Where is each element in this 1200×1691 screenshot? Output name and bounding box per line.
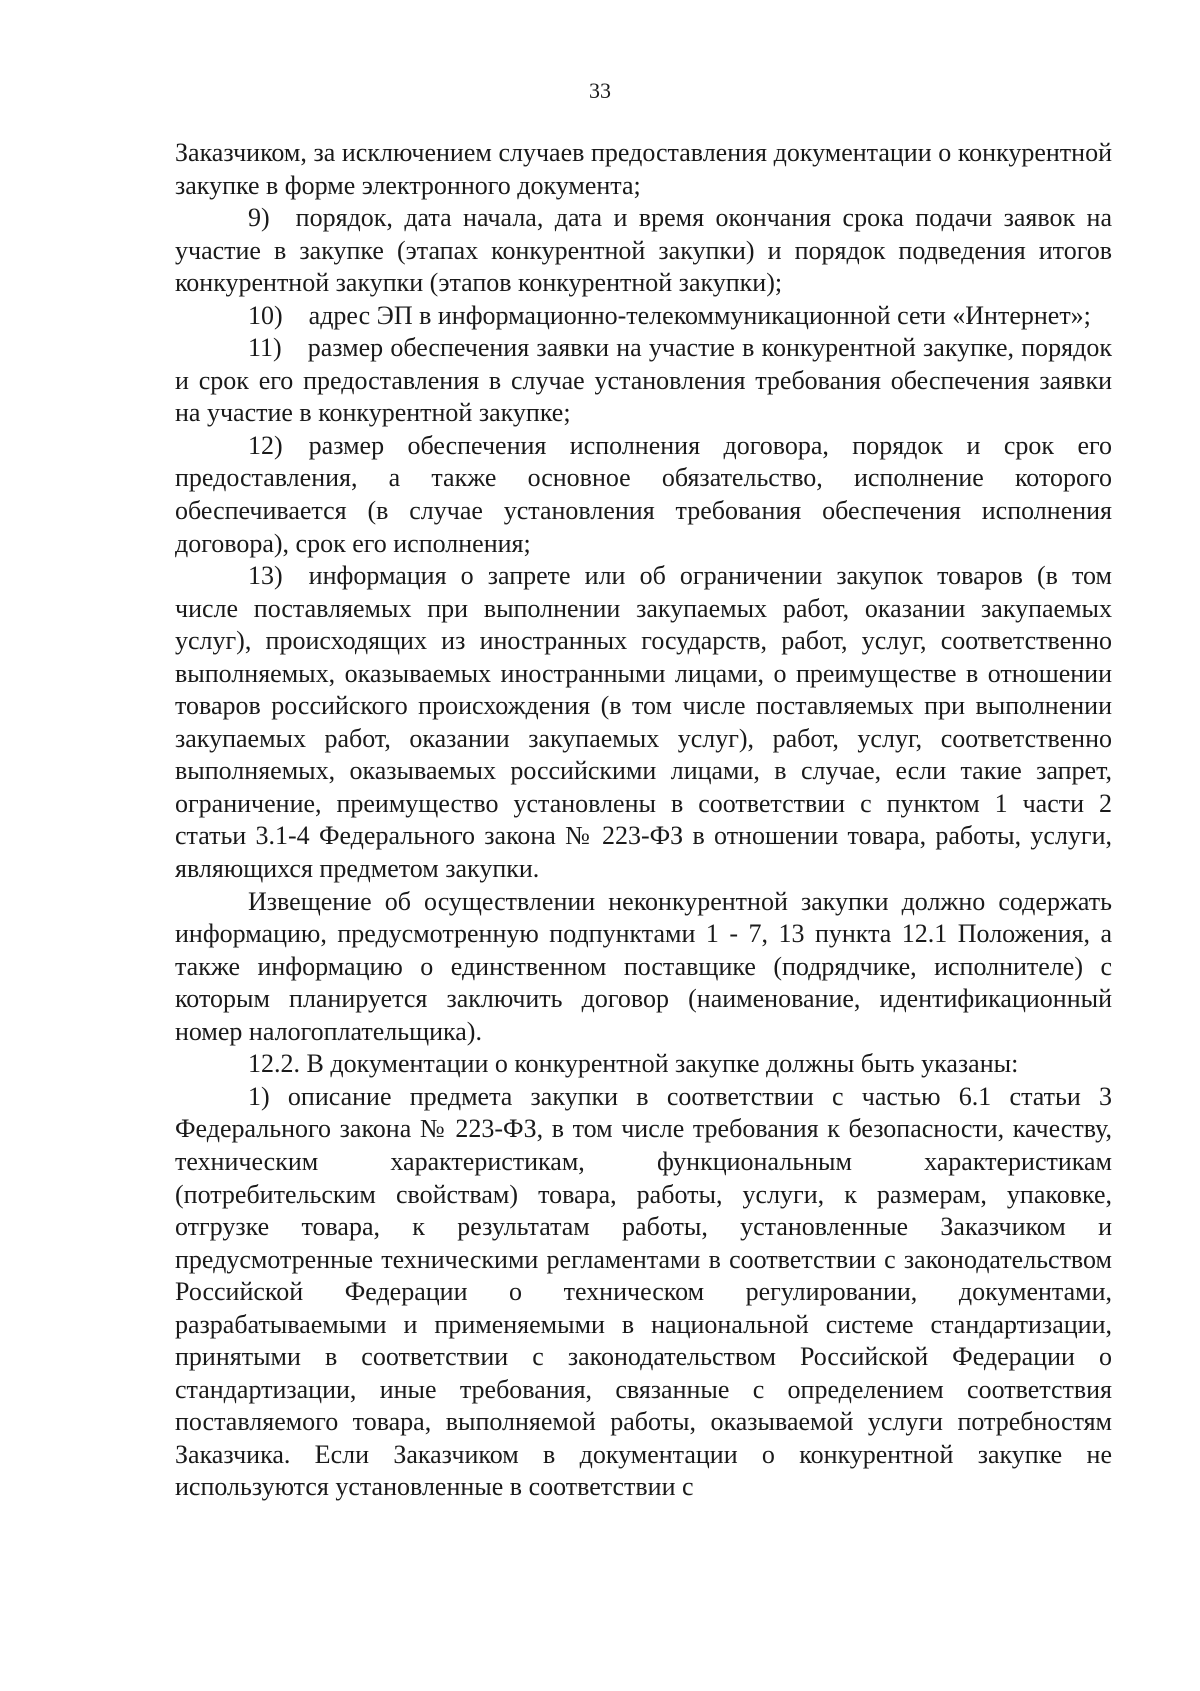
paragraph-continuation: Заказчиком, за исключением случаев предоставления документации о конкурентной закупке в форме электронного документа; bbox=[175, 138, 1112, 200]
list-item-1: 1) описание предмета закупки в соответствии с частью 6.1 статьи 3 Федерального закона № 223-ФЗ, в том числе требования к безопасности, качеству, техническим характеристикам, функциональным характеристикам (потребительским свойствам) товара, работы, услуги, к размерам, упаковке, отгрузке товара, к результатам работы, установленные Заказчиком и предусмотренные техническими регламентами в соответствии с законодательством Российской Федерации о техническом регулировании, документами, разрабатываемыми и применяемыми в национальной системе стандартизации, принятыми в соответствии с законодательством Российской Федерации о стандартизации, иные требования, связанные с определением соответствия поставляемого товара, выполняемой работы, оказываемой услуги потребностям Заказчика. Если Заказчиком в документации о конкурентной закупке не используются установленные в соответствии с bbox=[175, 1081, 1112, 1502]
document-body bbox=[175, 137, 1112, 1504]
list-item-13: 13) информация о запрете или об ограничении закупок товаров (в том числе поставляемых при выполнении закупаемых работ, оказании закупаемых услуг), происходящих из иностранных государств, работ, услуг, соответственно выполняемых, оказываемых иностранными лицами, о преимуществе в отношении товаров российского происхождения (в том числе поставляемых при выполнении закупаемых работ, оказании закупаемых услуг), работ, услуг, соответственно выполняемых, оказываемых российскими лицами, в случае, если такие запрет, ограничение, преимущество установлены в соответствии с пунктом 1 части 2 статьи 3.1-4 Федерального закона № 223-ФЗ в отношении товара, работы, услуги, являющихся предметом закупки. bbox=[175, 561, 1112, 884]
paragraph-notice: Извещение об осуществлении неконкурентной закупки должно содержать информацию, предусмотренную подпунктами 1 - 7, 13 пункта 12.1 Положения, а также информацию о единственном поставщике (подрядчике, исполнителе) с которым планируется заключить договор (наименование, идентификационный номер налогоплательщика). bbox=[175, 886, 1112, 1046]
list-item-11: 11) размер обеспечения заявки на участие в конкурентной закупке, порядок и срок его предоставления в случае установления требования обеспечения заявки на участие в конкурентной закупке; bbox=[175, 333, 1112, 428]
list-item-12: 12) размер обеспечения исполнения договора, порядок и срок его предоставления, а также основное обязательство, исполнение которого обеспечивается (в случае установления требования обеспечения исполнения договора), срок его исполнения; bbox=[175, 430, 1112, 558]
section-heading-12-2: 12.2. В документации о конкурентной закупке должны быть указаны: bbox=[248, 1049, 1019, 1079]
list-item-9: 9) порядок, дата начала, дата и время окончания срока подачи заявок на участие в закупке (этапах конкурентной закупки) и порядок подведения итогов конкурентной закупки (этапов конкурентной закупки); bbox=[175, 203, 1112, 298]
page-number: 33 bbox=[589, 78, 611, 103]
list-item-10: 10) адрес ЭП в информационно-телекоммуникационной сети «Интернет»; bbox=[248, 300, 1091, 330]
